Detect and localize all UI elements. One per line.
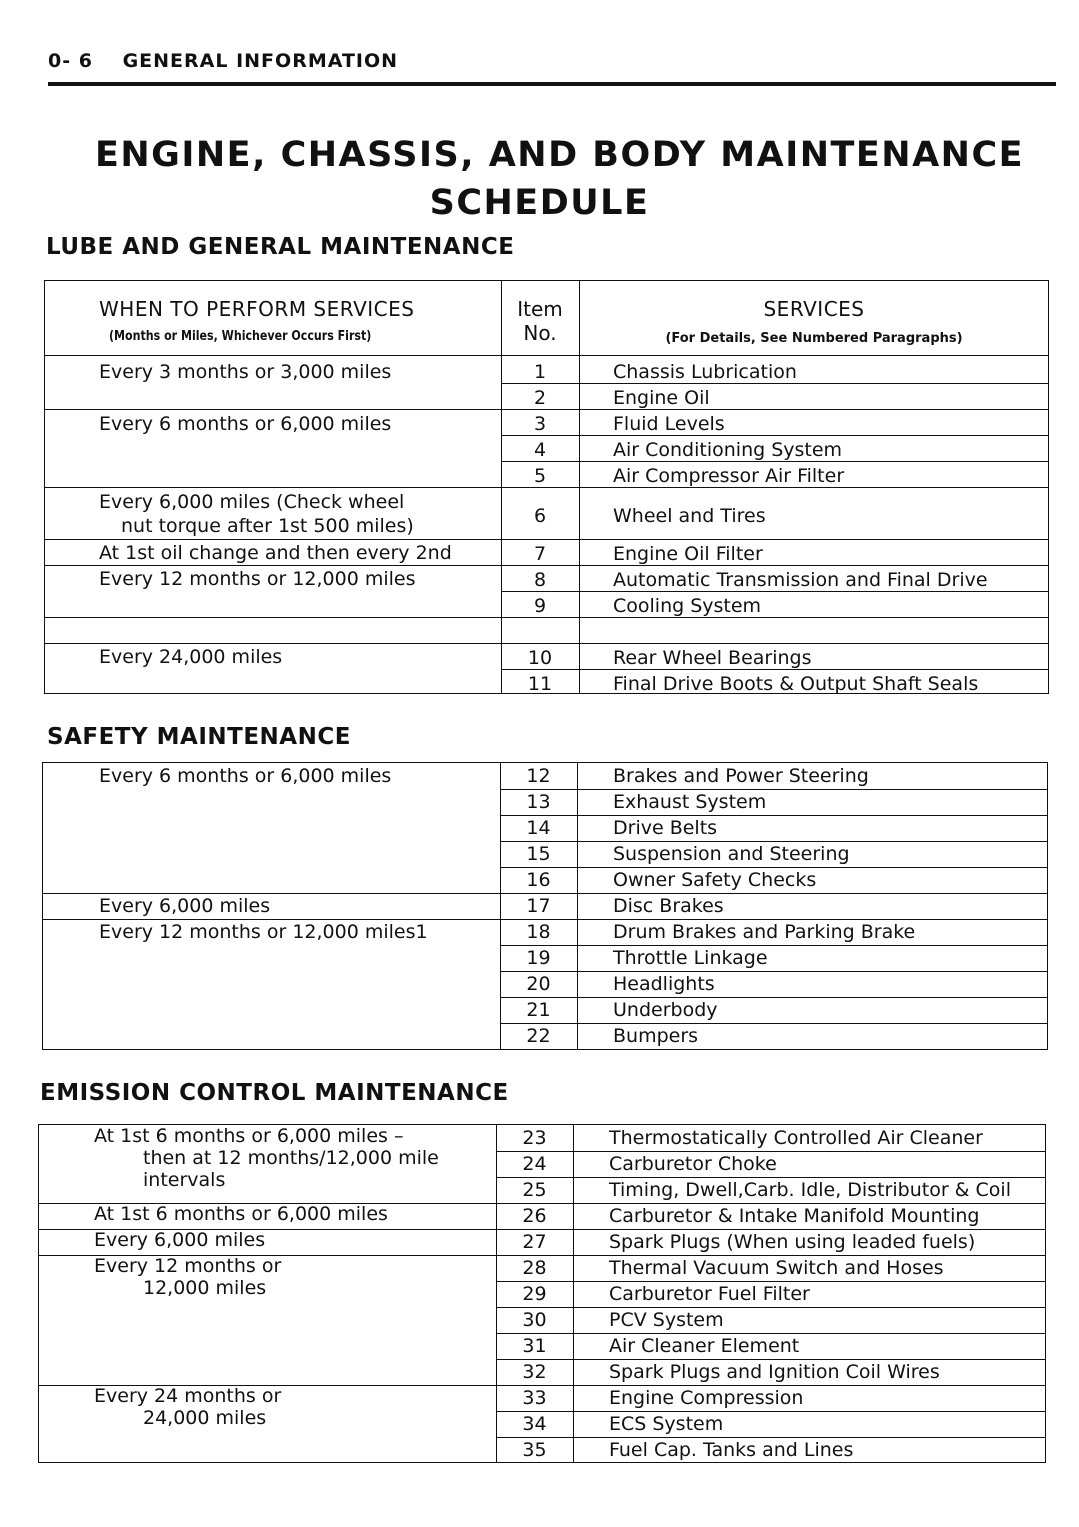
service-name: Drum Brakes and Parking Brake xyxy=(613,921,916,943)
when-cell: 24,000 miles xyxy=(143,1407,267,1429)
item-number: 9 xyxy=(533,595,547,617)
emission-table xyxy=(38,1124,1046,1463)
item-number: 21 xyxy=(526,999,551,1021)
when-cell: 12,000 miles xyxy=(143,1277,267,1299)
service-name: Fuel Cap. Tanks and Lines xyxy=(609,1439,854,1461)
when-cell: Every 12 months or xyxy=(94,1255,282,1277)
when-cell: Every 6 months or 6,000 miles xyxy=(99,413,392,435)
when-cell: Every 24,000 miles xyxy=(99,646,283,668)
item-number: 13 xyxy=(526,791,551,813)
service-name: Engine Oil Filter xyxy=(613,543,763,565)
service-name: Engine Compression xyxy=(609,1387,804,1409)
col-services-subheader: (For Details, See Numbered Paragraphs) xyxy=(665,331,963,346)
service-name: Throttle Linkage xyxy=(613,947,768,969)
col-item-header: Item xyxy=(517,297,563,321)
when-cell: Every 12 months or 12,000 miles xyxy=(99,568,416,590)
item-number: 7 xyxy=(533,543,547,565)
item-number: 35 xyxy=(522,1439,547,1461)
item-number: 18 xyxy=(526,921,551,943)
service-name: Spark Plugs and Ignition Coil Wires xyxy=(609,1361,940,1383)
item-number: 11 xyxy=(527,673,553,695)
service-name: Timing, Dwell,Carb. Idle, Distributor & Coil xyxy=(609,1179,1011,1201)
when-cell: then at 12 months/12,000 mile xyxy=(143,1147,439,1169)
service-name: Thermostatically Controlled Air Cleaner xyxy=(609,1127,983,1149)
item-number: 33 xyxy=(522,1387,547,1409)
col-when-header: WHEN TO PERFORM SERVICES xyxy=(99,297,415,321)
service-name: Carburetor Choke xyxy=(609,1153,777,1175)
service-name: Suspension and Steering xyxy=(613,843,850,865)
safety-heading: SAFETY MAINTENANCE xyxy=(47,724,351,750)
item-number: 1 xyxy=(533,361,547,383)
service-name: Brakes and Power Steering xyxy=(613,765,869,787)
when-cell: At 1st 6 months or 6,000 miles xyxy=(94,1203,388,1225)
service-name: Chassis Lubrication xyxy=(613,361,797,383)
service-name: Exhaust System xyxy=(613,791,767,813)
page-header xyxy=(48,50,398,72)
service-name: Bumpers xyxy=(613,1025,699,1047)
lube-heading: LUBE AND GENERAL MAINTENANCE xyxy=(46,234,515,260)
when-cell: Every 12 months or 12,000 miles1 xyxy=(99,921,428,943)
when-cell: Every 6 months or 6,000 miles xyxy=(99,765,392,787)
item-number: 3 xyxy=(533,413,547,435)
service-name: Underbody xyxy=(613,999,718,1021)
service-name: Carburetor Fuel Filter xyxy=(609,1283,810,1305)
col-item-header-2: No. xyxy=(523,321,557,345)
page-title-line-2: SCHEDULE xyxy=(429,183,650,223)
service-name: Carburetor & Intake Manifold Mounting xyxy=(609,1205,980,1227)
item-number: 24 xyxy=(522,1153,547,1175)
item-number: 31 xyxy=(522,1335,547,1357)
item-number: 5 xyxy=(533,465,547,487)
safety-table xyxy=(42,762,1048,1050)
item-number: 15 xyxy=(526,843,551,865)
service-name: Automatic Transmission and Final Drive xyxy=(613,569,988,591)
lube-table xyxy=(44,280,1049,694)
service-name: Air Compressor Air Filter xyxy=(613,465,845,487)
item-number: 34 xyxy=(522,1413,547,1435)
item-number: 10 xyxy=(527,647,553,669)
service-name: Thermal Vacuum Switch and Hoses xyxy=(609,1257,944,1279)
item-number: 17 xyxy=(526,895,551,917)
service-name: ECS System xyxy=(609,1413,724,1435)
when-cell: Every 24 months or xyxy=(94,1385,282,1407)
when-cell: Every 6,000 miles xyxy=(94,1229,266,1251)
item-number: 12 xyxy=(526,765,551,787)
service-name: Headlights xyxy=(613,973,715,995)
item-number: 14 xyxy=(526,817,551,839)
emission-heading: EMISSION CONTROL MAINTENANCE xyxy=(40,1080,509,1106)
service-name: Disc Brakes xyxy=(613,895,724,917)
item-number: 4 xyxy=(533,439,547,461)
item-number: 29 xyxy=(522,1283,547,1305)
page-number: 0- 6 xyxy=(48,50,93,72)
item-number: 32 xyxy=(522,1361,547,1383)
col-when-subheader: (Months or Miles, Whichever Occurs First) xyxy=(109,329,372,344)
item-number: 6 xyxy=(533,505,547,527)
item-number: 23 xyxy=(522,1127,547,1149)
item-number: 8 xyxy=(533,569,547,591)
service-name: Owner Safety Checks xyxy=(613,869,817,891)
item-number: 22 xyxy=(526,1025,551,1047)
item-number: 26 xyxy=(522,1205,547,1227)
item-number: 19 xyxy=(526,947,551,969)
when-cell: At 1st 6 months or 6,000 miles – xyxy=(94,1125,404,1147)
service-name: Air Conditioning System xyxy=(613,439,843,461)
service-name: PCV System xyxy=(609,1309,724,1331)
item-number: 28 xyxy=(522,1257,547,1279)
item-number: 2 xyxy=(533,387,547,409)
service-name: Fluid Levels xyxy=(613,413,725,435)
col-services-header: SERVICES xyxy=(763,297,865,321)
item-number: 16 xyxy=(526,869,551,891)
header-rule xyxy=(48,82,1056,86)
service-name: Rear Wheel Bearings xyxy=(613,647,812,669)
service-name: Spark Plugs (When using leaded fuels) xyxy=(609,1231,976,1253)
service-name: Engine Oil xyxy=(613,387,710,409)
item-number: 20 xyxy=(526,973,551,995)
when-cell: nut torque after 1st 500 miles) xyxy=(121,515,414,537)
service-name: Drive Belts xyxy=(613,817,718,839)
item-number: 27 xyxy=(522,1231,547,1253)
when-cell: Every 6,000 miles xyxy=(99,895,271,917)
when-cell: Every 3 months or 3,000 miles xyxy=(99,361,392,383)
page-title: ENGINE, CHASSIS, AND BODY MAINTENANCE xyxy=(94,135,1025,175)
service-name: Cooling System xyxy=(613,595,762,617)
when-cell: Every 6,000 miles (Check wheel xyxy=(99,491,405,513)
service-name: Wheel and Tires xyxy=(613,505,766,527)
item-number: 30 xyxy=(522,1309,547,1331)
section-name: GENERAL INFORMATION xyxy=(122,50,399,72)
when-cell: intervals xyxy=(143,1169,226,1191)
service-name: Air Cleaner Element xyxy=(609,1335,800,1357)
when-cell: At 1st oil change and then every 2nd xyxy=(99,542,452,564)
item-number: 25 xyxy=(522,1179,547,1201)
service-name: Final Drive Boots & Output Shaft Seals xyxy=(613,673,979,695)
